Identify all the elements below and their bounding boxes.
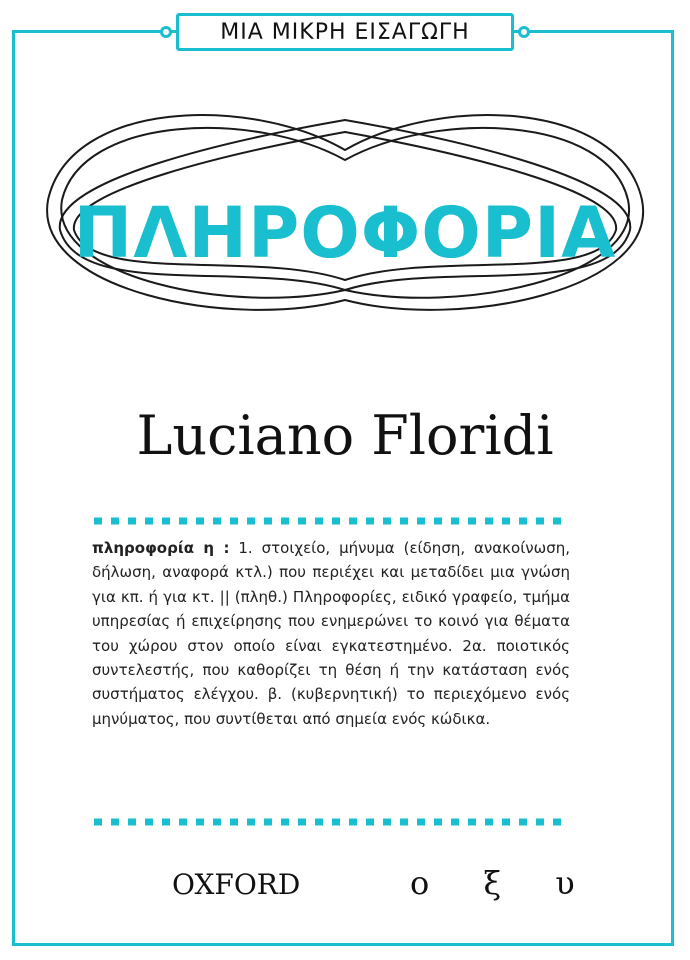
- definition-headword: πληροφορία η :: [92, 539, 230, 557]
- publisher-greek-logo: ο ξ υ: [410, 864, 597, 902]
- dotted-rule-bottom: [92, 818, 572, 826]
- dotted-rule-top: [92, 517, 572, 525]
- definition-body: 1. στοιχείο, μήνυμα (είδηση, ανακοίνωση, δήλωση, αναφορά κτλ.) που περιέχει και μεταδίδει μια γνώση για κπ. ή για κτ. || (πληθ.) Πληροφορίες, ειδικό γραφείο, τμήμα υπηρεσίας ή επιχείρησης που ενημερώνει το κοινό για θέματα του χώρου στον οποίο είναι εγκατεστημένο. 2α. ποιοτικός συντελεστής, που καθορίζει τη θέση ή την κατάσταση ενός συστήματος ελέγχου. β. (κυβερνητική) το περιεχόμενο ενός μηνύματος, που συντίθεται από σημεία ενός κώδικα.: [92, 539, 570, 728]
- book-title: ΠΛΗΡΟΦΟΡΙΑ: [73, 192, 617, 274]
- definition-paragraph: [92, 536, 570, 731]
- left-dot-ornament: [160, 26, 172, 38]
- series-label-text: ΜΙΑ ΜΙΚΡΗ ΕΙΣΑΓΩΓΗ: [220, 19, 470, 45]
- publisher-name: OXFORD: [172, 868, 301, 901]
- series-label: [176, 13, 514, 51]
- book-author: Luciano Floridi: [136, 404, 554, 467]
- right-dot-ornament: [518, 26, 530, 38]
